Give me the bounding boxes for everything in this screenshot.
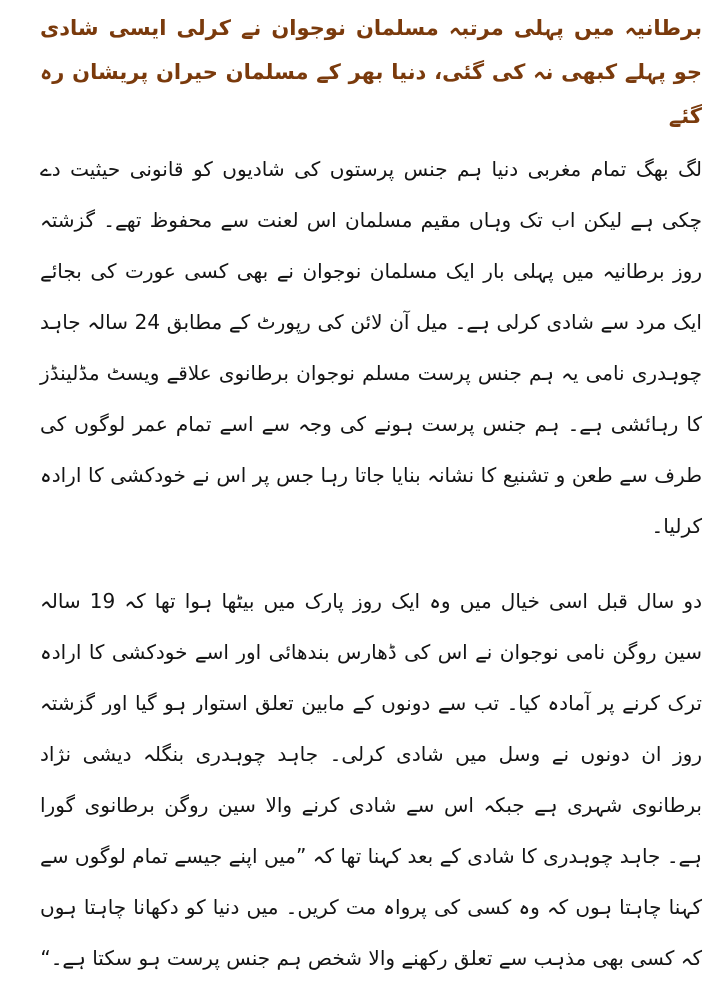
article-paragraph: لگ بھگ تمام مغربی دنیا ہم جنس پرستوں کی شادیوں کو قانونی حیثیت دے چکی ہے لیکن اب تک وہاں مقیم مسلمان اس لعنت سے محفوظ تھے۔ گزشتہ روز برطانیہ میں پہلی بار ایک مسلمان نوجوان نے بھی کسی عورت کی بجائے ایک مرد سے شادی کرلی ہے۔ میل آن لائن کی رپورٹ کے مطابق 24 سالہ جاہد چوہدری نامی یہ ہم جنس پرست مسلم نوجوان برطانوی علاقے ویسٹ مڈلینڈز کا رہائشی ہے۔ ہم جنس پرست ہونے کی وجہ سے اسے تمام عمر لوگوں کی طرف سے طعن و تشنیع کا نشانہ بنایا جاتا رہا جس پر اس نے خودکشی کا ارادہ کرلیا۔	[40, 157, 702, 538]
article-headline: برطانیہ میں پہلی مرتبہ مسلمان نوجوان نے کرلی ایسی شادی جو پہلے کبھی نہ کی گئی، دنیا بھر کے مسلمان حیران پریشان رہ گئے	[40, 16, 702, 128]
article-paragraph: دو سال قبل اسی خیال میں وہ ایک روز پارک میں بیٹھا ہوا تھا کہ 19 سالہ سین روگن نامی نوجوان نے اس کی ڈھارس بندھائی اور اسے خودکشی کا ارادہ ترک کرنے پر آمادہ کیا۔ تب سے دونوں کے مابین تعلق استوار ہو گیا اور گزشتہ روز ان دونوں نے وسل میں شادی کرلی۔ جاہد چوہدری بنگلہ دیشی نژاد برطانوی شہری ہے جبکہ اس سے شادی کرنے والا سین روگن برطانوی گورا ہے۔ جاہد چوہدری کا شادی کے بعد کہنا تھا کہ ”میں اپنے جیسے تمام لوگوں سے کہنا چاہتا ہوں کہ وہ کسی کی پرواہ مت کریں۔ میں دنیا کو دکھانا چاہتا ہوں کہ کسی بھی مذہب سے تعلق رکھنے والا شخص ہم جنس پرست ہو سکتا ہے۔“	[40, 589, 702, 970]
